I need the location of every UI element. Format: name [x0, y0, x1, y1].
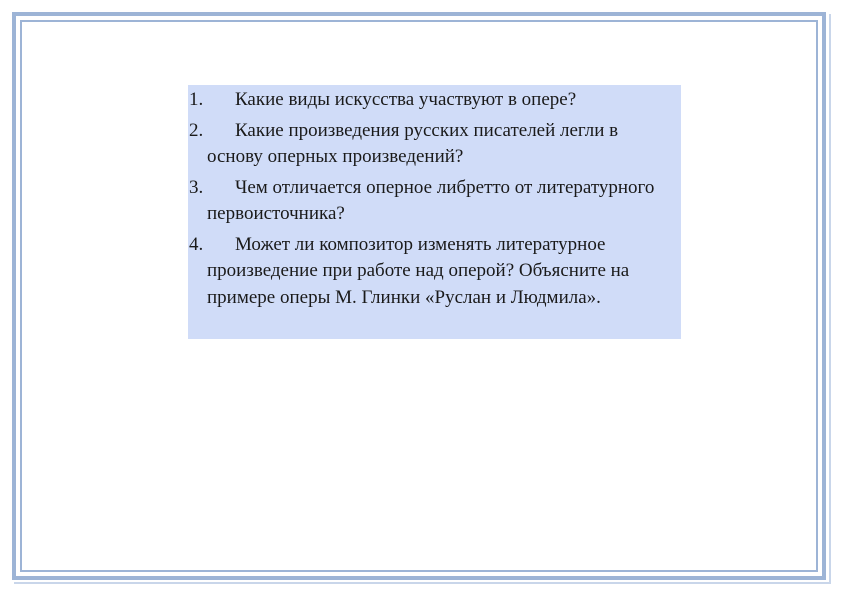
- question-number: 2.: [189, 119, 204, 141]
- question-item-2: [189, 118, 677, 171]
- question-number: 1.: [189, 89, 204, 110]
- frame-shadow-bottom: [14, 582, 831, 584]
- question-list: [189, 87, 677, 311]
- question-text: Какие виды искусства участвуют в опере?: [235, 89, 577, 110]
- question-item-3: [189, 175, 677, 228]
- question-box: [188, 85, 681, 339]
- frame-shadow-right: [829, 14, 831, 582]
- question-item-4: [189, 232, 677, 312]
- question-number: 3.: [189, 176, 204, 198]
- question-text: Чем отличается оперное либретто от литературного первоисточника?: [207, 176, 655, 224]
- question-text: Может ли композитор изменять литературное произведение при работе над оперой? Объясните на примере оперы М. Глинки «Руслан и Людмила».: [207, 233, 630, 308]
- question-text: Какие произведения русских писателей легли в основу оперных произведений?: [207, 119, 619, 167]
- question-number: 4.: [189, 233, 204, 255]
- question-item-1: [189, 87, 677, 114]
